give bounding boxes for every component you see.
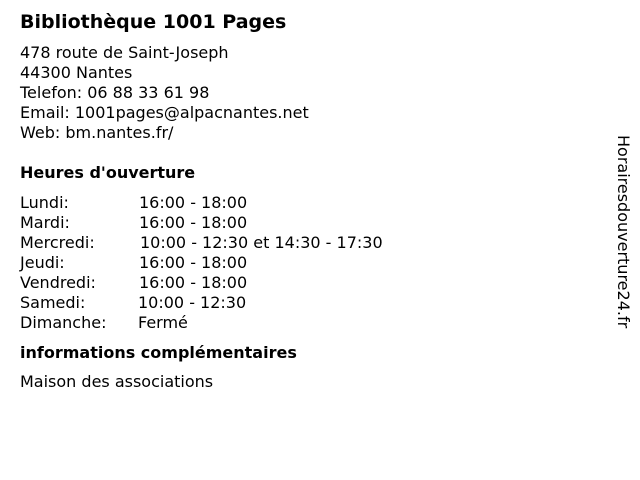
hours-row-wednesday: [20, 233, 600, 253]
phone-line: Telefon: 06 88 33 61 98: [20, 83, 210, 102]
day-label: Mercredi:: [20, 233, 95, 252]
opening-hours-card: [20, 9, 600, 392]
hours-heading: Heures d'ouverture: [20, 163, 196, 182]
time-value: 10:00 - 12:30 et 14:30 - 17:30: [140, 233, 383, 252]
time-value: 16:00 - 18:00: [139, 213, 248, 232]
day-label: Lundi:: [20, 193, 69, 212]
hours-row-saturday: [20, 293, 600, 313]
email-line: Email: 1001pages@alpacnantes.net: [20, 103, 309, 122]
day-label: Dimanche:: [20, 313, 107, 332]
day-label: Vendredi:: [20, 273, 96, 292]
info-heading: informations complémentaires: [20, 343, 297, 362]
city-line: 44300 Nantes: [20, 63, 133, 82]
day-label: Jeudi:: [20, 253, 65, 272]
day-label: Samedi:: [20, 293, 86, 312]
hours-row-tuesday: [20, 213, 600, 233]
time-value: 10:00 - 12:30: [138, 293, 247, 312]
info-text: Maison des associations: [20, 372, 214, 391]
hours-row-thursday: [20, 253, 600, 273]
hours-row-monday: [20, 193, 600, 213]
street-address: 478 route de Saint-Joseph: [20, 43, 229, 62]
hours-row-sunday: [20, 313, 600, 333]
hours-table: [20, 193, 600, 333]
time-value: 16:00 - 18:00: [139, 273, 248, 292]
time-value: 16:00 - 18:00: [139, 193, 248, 212]
time-value: 16:00 - 18:00: [139, 253, 248, 272]
hours-row-friday: [20, 273, 600, 293]
place-title: Bibliothèque 1001 Pages: [20, 11, 287, 33]
day-label: Mardi:: [20, 213, 70, 232]
time-value: Fermé: [138, 313, 188, 332]
web-line: Web: bm.nantes.fr/: [20, 123, 174, 142]
address-block: [20, 43, 600, 143]
site-watermark: Horairesdouverture24.fr: [614, 135, 633, 329]
